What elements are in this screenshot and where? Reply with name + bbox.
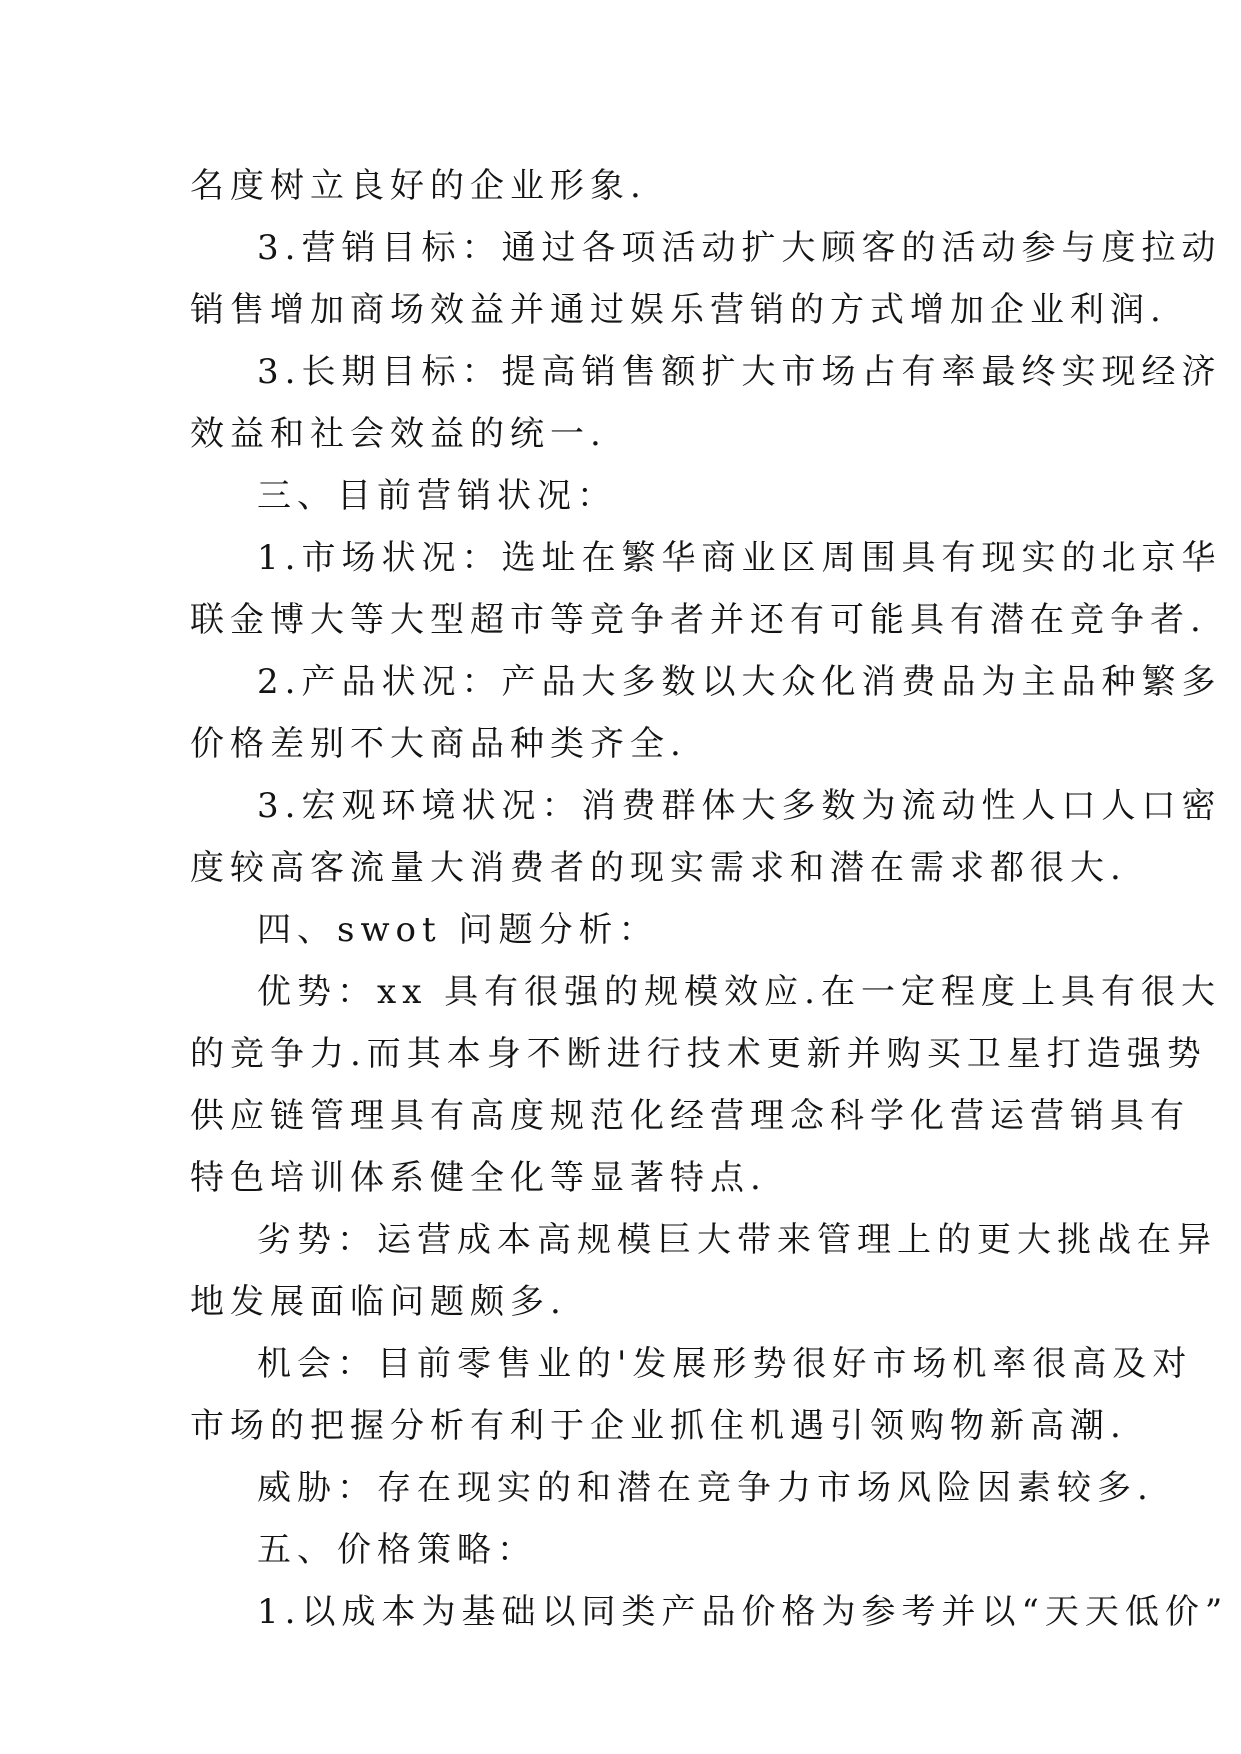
text-line-10: 价格差别不大商品种类齐全.: [190, 724, 687, 764]
text-line-14: 优势：xx 具有很强的规模效应.在一定程度上具有很大: [257, 972, 1221, 1012]
text-line-3: 销售增加商场效益并通过娱乐营销的方式增加企业利润.: [190, 290, 1167, 330]
text-line-5: 效益和社会效益的统一.: [190, 414, 607, 454]
text-line-9: 2.产品状况：产品大多数以大众化消费品为主品种繁多: [257, 662, 1222, 702]
section-heading-5: 五、价格策略：: [257, 1530, 537, 1570]
section-heading-4: 四、swot 问题分析：: [257, 910, 659, 950]
text-line-21: 市场的把握分析有利于企业抓住机遇引领购物新高潮.: [190, 1406, 1127, 1446]
text-line-24: 1.以成本为基础以同类产品价格为参考并以“天天低价”: [257, 1592, 1229, 1632]
text-line-11: 3.宏观环境状况：消费群体大多数为流动性人口人口密: [257, 786, 1222, 826]
text-line-7: 1.市场状况：选址在繁华商业区周围具有现实的北京华: [257, 538, 1222, 578]
text-line-12: 度较高客流量大消费者的现实需求和潜在需求都很大.: [190, 848, 1127, 888]
text-line-20: 机会：目前零售业的'发展形势很好市场机率很高及对: [257, 1344, 1193, 1384]
text-line-2: 3.营销目标：通过各项活动扩大顾客的活动参与度拉动: [257, 228, 1222, 268]
section-heading-3: 三、目前营销状况：: [257, 476, 617, 516]
text-line-15: 的竞争力.而其本身不断进行技术更新并购买卫星打造强势: [190, 1034, 1207, 1074]
text-line-18: 劣势：运营成本高规模巨大带来管理上的更大挑战在异: [257, 1220, 1217, 1260]
text-line-19: 地发展面临问题颇多.: [190, 1282, 567, 1322]
text-line-1: 名度树立良好的企业形象.: [190, 166, 647, 206]
text-line-16: 供应链管理具有高度规范化经营理念科学化营运营销具有: [190, 1096, 1190, 1136]
text-line-8: 联金博大等大型超市等竞争者并还有可能具有潜在竞争者.: [190, 600, 1207, 640]
text-line-4: 3.长期目标：提高销售额扩大市场占有率最终实现经济: [257, 352, 1222, 392]
text-line-17: 特色培训体系健全化等显著特点.: [190, 1158, 767, 1198]
text-line-22: 威胁：存在现实的和潜在竞争力市场风险因素较多.: [257, 1468, 1154, 1508]
